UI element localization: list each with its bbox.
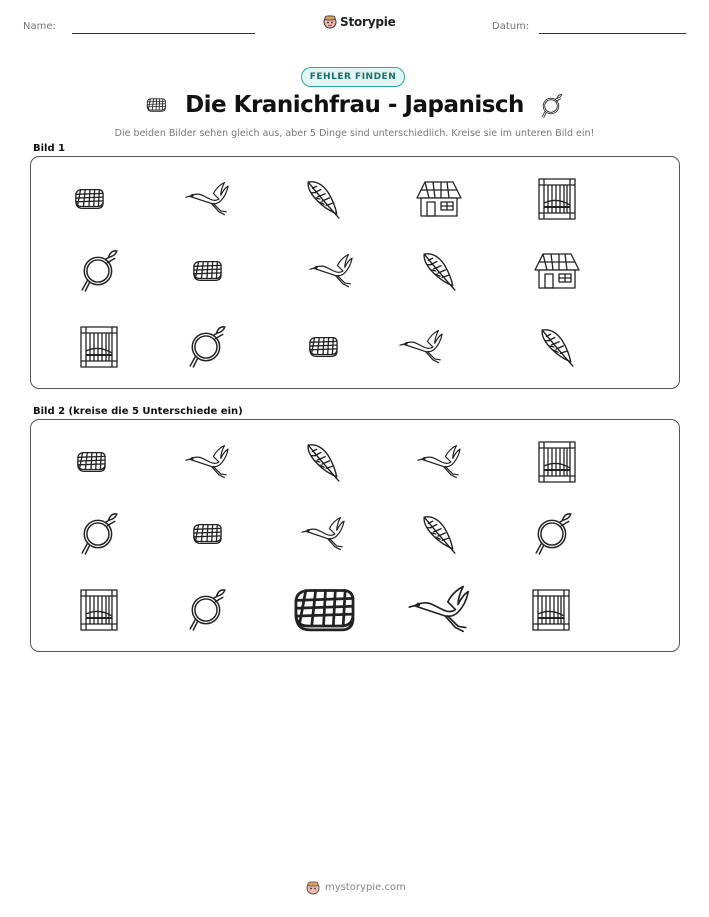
crane-icon[interactable]: [185, 443, 229, 481]
futon-icon: [192, 259, 222, 283]
brand-name: Storypie: [340, 14, 396, 29]
hoop-icon[interactable]: [533, 512, 573, 556]
futon-icon[interactable]: [76, 450, 106, 474]
footer: [306, 880, 406, 895]
crane-icon[interactable]: [408, 583, 470, 636]
hoop-icon: [79, 249, 119, 293]
name-field[interactable]: [72, 33, 255, 34]
category-badge: FEHLER FINDEN: [301, 67, 405, 87]
hoop-icon[interactable]: [187, 588, 227, 632]
crane-icon: [399, 328, 443, 366]
picture-1-panel: [30, 156, 680, 389]
hoop-icon[interactable]: [79, 512, 119, 556]
futon-icon: [308, 335, 338, 359]
instructions: Die beiden Bilder sehen gleich aus, aber 5 Dinge sind unterschiedlich. Kreise sie im unteren Bild ein!: [114, 128, 595, 139]
pie-mascot-icon: [323, 14, 337, 29]
date-label: Datum:: [492, 21, 530, 32]
feather-icon: [421, 250, 457, 292]
crane-icon: [309, 252, 353, 290]
footer-site: mystorypie.com: [325, 882, 406, 893]
feather-icon: [305, 178, 341, 220]
loom-icon[interactable]: [536, 441, 578, 483]
date-field[interactable]: [539, 33, 686, 34]
house-icon: [534, 251, 580, 291]
picture-2-panel[interactable]: [30, 419, 680, 652]
crane-icon[interactable]: [301, 515, 345, 553]
crane-icon: [185, 180, 229, 218]
page-title: Die Kranichfrau - Japanisch: [185, 92, 524, 118]
house-icon: [416, 179, 462, 219]
crane-icon[interactable]: [417, 443, 461, 481]
futon-icon[interactable]: [192, 522, 222, 546]
loom-icon[interactable]: [530, 589, 572, 631]
feather-icon: [539, 326, 575, 368]
loom-icon: [536, 178, 578, 220]
futon-icon[interactable]: [292, 585, 355, 635]
feather-icon[interactable]: [421, 513, 457, 555]
hoop-icon: [187, 325, 227, 369]
feather-icon[interactable]: [305, 441, 341, 483]
loom-icon: [78, 326, 120, 368]
brand-logo: [323, 14, 396, 29]
name-label: Name:: [23, 21, 56, 32]
picture-2-label: Bild 2 (kreise die 5 Unterschiede ein): [33, 406, 243, 417]
loom-icon[interactable]: [78, 589, 120, 631]
pie-mascot-icon: [306, 880, 320, 895]
picture-1-label: Bild 1: [33, 143, 66, 154]
title-hoop-icon: [540, 94, 562, 122]
futon-icon: [74, 187, 104, 211]
